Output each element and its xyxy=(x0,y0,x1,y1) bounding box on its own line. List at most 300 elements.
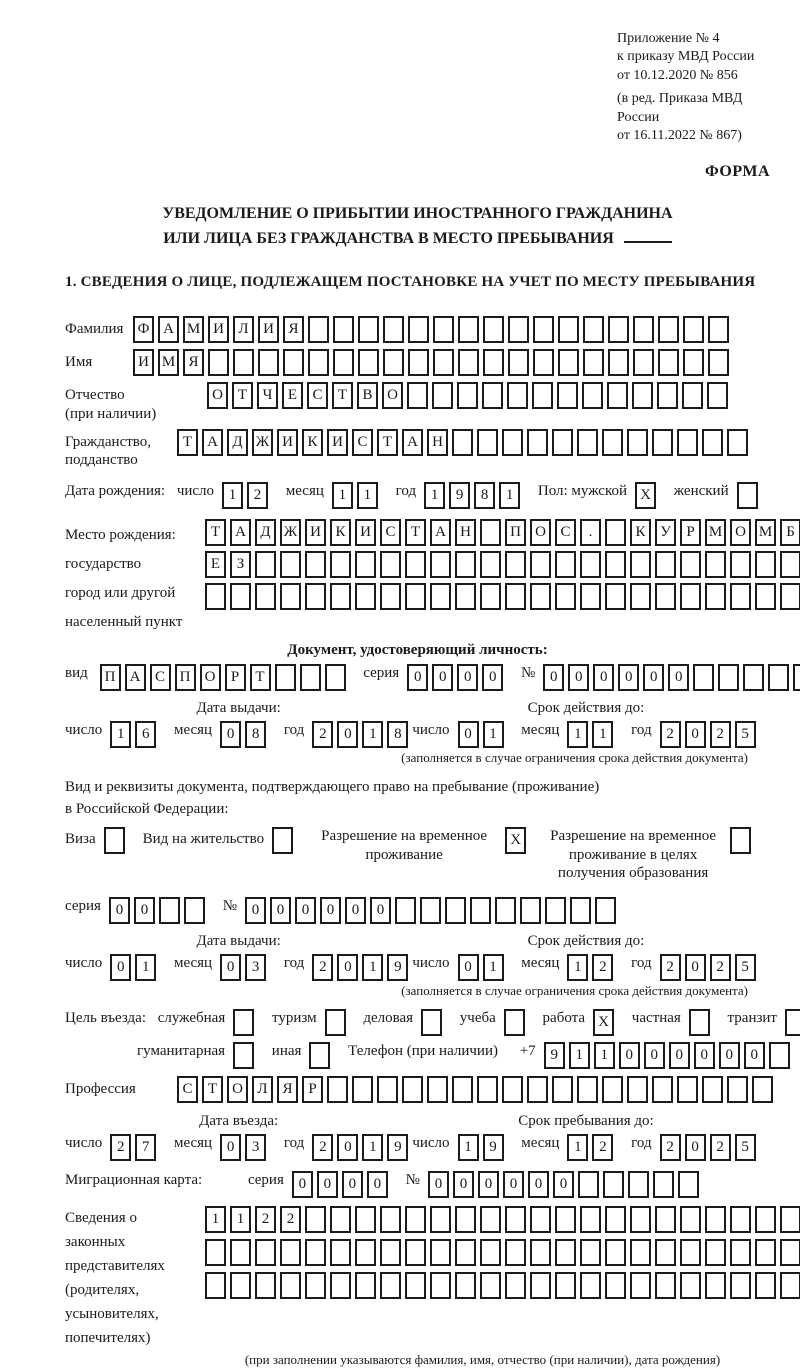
form-cell[interactable] xyxy=(405,1206,426,1233)
form-cell[interactable] xyxy=(420,897,441,924)
form-cell[interactable]: Л xyxy=(252,1076,273,1103)
form-cell[interactable] xyxy=(430,1206,451,1233)
form-cell[interactable] xyxy=(184,897,205,924)
form-cell[interactable] xyxy=(432,382,453,409)
purpose-transit-checkbox[interactable] xyxy=(785,1009,800,1036)
form-cell[interactable] xyxy=(377,1076,398,1103)
form-cell[interactable] xyxy=(300,664,321,691)
form-cell[interactable] xyxy=(333,349,354,376)
form-cell[interactable]: 0 xyxy=(669,1042,690,1069)
form-cell[interactable] xyxy=(505,1239,526,1266)
form-cell[interactable]: О xyxy=(207,382,228,409)
form-cell[interactable] xyxy=(793,664,800,691)
form-cell[interactable]: 0 xyxy=(568,664,589,691)
form-cell[interactable]: К xyxy=(630,519,651,546)
form-cell[interactable]: И xyxy=(305,519,326,546)
form-cell[interactable]: 1 xyxy=(483,721,504,748)
form-cell[interactable]: 1 xyxy=(135,954,156,981)
form-cell[interactable]: 9 xyxy=(544,1042,565,1069)
form-cell[interactable]: 9 xyxy=(387,1134,408,1161)
form-cell[interactable]: 1 xyxy=(222,482,243,509)
form-cell[interactable] xyxy=(552,1076,573,1103)
form-cell[interactable]: Р xyxy=(225,664,246,691)
form-cell[interactable] xyxy=(280,551,301,578)
form-cell[interactable] xyxy=(595,897,616,924)
form-cell[interactable]: 1 xyxy=(424,482,445,509)
sex-female-checkbox[interactable] xyxy=(737,482,758,509)
form-cell[interactable] xyxy=(605,1206,626,1233)
form-cell[interactable]: 1 xyxy=(110,721,131,748)
form-cell[interactable] xyxy=(480,551,501,578)
form-cell[interactable] xyxy=(405,1239,426,1266)
form-cell[interactable] xyxy=(730,1239,751,1266)
form-cell[interactable] xyxy=(405,1272,426,1299)
form-cell[interactable] xyxy=(483,349,504,376)
form-cell[interactable] xyxy=(502,1076,523,1103)
form-cell[interactable] xyxy=(452,1076,473,1103)
form-cell[interactable]: С xyxy=(177,1076,198,1103)
form-cell[interactable] xyxy=(352,1076,373,1103)
form-cell[interactable] xyxy=(508,349,529,376)
form-cell[interactable] xyxy=(752,1076,773,1103)
purpose-humanitarian-checkbox[interactable] xyxy=(233,1042,254,1069)
form-cell[interactable]: Я xyxy=(183,349,204,376)
form-cell[interactable]: 0 xyxy=(367,1171,388,1198)
form-cell[interactable] xyxy=(657,382,678,409)
form-cell[interactable] xyxy=(558,316,579,343)
form-cell[interactable]: 0 xyxy=(719,1042,740,1069)
form-cell[interactable]: Т xyxy=(250,664,271,691)
form-cell[interactable] xyxy=(708,316,729,343)
form-cell[interactable] xyxy=(658,349,679,376)
form-cell[interactable] xyxy=(405,551,426,578)
form-cell[interactable] xyxy=(558,349,579,376)
form-cell[interactable] xyxy=(580,583,601,610)
form-cell[interactable]: 0 xyxy=(220,1134,241,1161)
form-cell[interactable]: 2 xyxy=(660,721,681,748)
form-cell[interactable] xyxy=(627,1076,648,1103)
form-cell[interactable] xyxy=(605,1239,626,1266)
form-cell[interactable]: Т xyxy=(205,519,226,546)
form-cell[interactable]: 0 xyxy=(134,897,155,924)
form-cell[interactable]: П xyxy=(505,519,526,546)
form-cell[interactable] xyxy=(730,583,751,610)
form-cell[interactable]: И xyxy=(133,349,154,376)
form-cell[interactable] xyxy=(530,583,551,610)
form-cell[interactable] xyxy=(480,1239,501,1266)
form-cell[interactable] xyxy=(677,1076,698,1103)
form-cell[interactable] xyxy=(555,551,576,578)
form-cell[interactable]: И xyxy=(208,316,229,343)
form-cell[interactable] xyxy=(355,1206,376,1233)
form-cell[interactable] xyxy=(533,349,554,376)
form-cell[interactable] xyxy=(383,349,404,376)
form-cell[interactable]: 1 xyxy=(567,1134,588,1161)
form-cell[interactable] xyxy=(433,349,454,376)
form-cell[interactable]: 0 xyxy=(685,954,706,981)
form-cell[interactable] xyxy=(655,1239,676,1266)
form-cell[interactable]: 0 xyxy=(345,897,366,924)
form-cell[interactable] xyxy=(430,1239,451,1266)
form-cell[interactable] xyxy=(505,551,526,578)
form-cell[interactable] xyxy=(502,429,523,456)
form-cell[interactable] xyxy=(605,519,626,546)
form-cell[interactable]: 1 xyxy=(362,721,383,748)
form-cell[interactable]: 0 xyxy=(457,664,478,691)
form-cell[interactable] xyxy=(608,316,629,343)
form-cell[interactable] xyxy=(355,551,376,578)
form-cell[interactable] xyxy=(680,1239,701,1266)
form-cell[interactable]: 1 xyxy=(594,1042,615,1069)
form-cell[interactable] xyxy=(780,583,800,610)
form-cell[interactable]: 0 xyxy=(270,897,291,924)
form-cell[interactable]: 0 xyxy=(292,1171,313,1198)
form-cell[interactable]: 2 xyxy=(592,1134,613,1161)
form-cell[interactable]: . xyxy=(580,519,601,546)
form-cell[interactable] xyxy=(583,349,604,376)
form-cell[interactable] xyxy=(605,583,626,610)
form-cell[interactable]: П xyxy=(175,664,196,691)
form-cell[interactable] xyxy=(233,349,254,376)
form-cell[interactable] xyxy=(693,664,714,691)
form-cell[interactable] xyxy=(705,583,726,610)
form-cell[interactable] xyxy=(605,1272,626,1299)
form-cell[interactable] xyxy=(730,1206,751,1233)
form-cell[interactable]: 0 xyxy=(593,664,614,691)
form-cell[interactable] xyxy=(658,316,679,343)
form-cell[interactable] xyxy=(730,1272,751,1299)
purpose-official-checkbox[interactable] xyxy=(233,1009,254,1036)
form-cell[interactable] xyxy=(727,1076,748,1103)
form-cell[interactable]: 0 xyxy=(370,897,391,924)
sex-male-checkbox[interactable]: X xyxy=(635,482,656,509)
form-cell[interactable]: А xyxy=(125,664,146,691)
form-cell[interactable] xyxy=(433,316,454,343)
form-cell[interactable] xyxy=(527,429,548,456)
form-cell[interactable] xyxy=(555,1239,576,1266)
form-cell[interactable]: Д xyxy=(227,429,248,456)
form-cell[interactable] xyxy=(470,897,491,924)
form-cell[interactable] xyxy=(632,382,653,409)
form-cell[interactable] xyxy=(230,583,251,610)
form-cell[interactable] xyxy=(482,382,503,409)
form-cell[interactable] xyxy=(230,1272,251,1299)
form-cell[interactable]: 2 xyxy=(312,1134,333,1161)
form-cell[interactable] xyxy=(380,551,401,578)
form-cell[interactable] xyxy=(583,316,604,343)
form-cell[interactable] xyxy=(680,551,701,578)
form-cell[interactable]: 1 xyxy=(205,1206,226,1233)
temp-residence-checkbox[interactable]: X xyxy=(505,827,526,854)
form-cell[interactable] xyxy=(283,349,304,376)
form-cell[interactable] xyxy=(355,1272,376,1299)
form-cell[interactable]: 0 xyxy=(619,1042,640,1069)
form-cell[interactable] xyxy=(578,1171,599,1198)
form-cell[interactable] xyxy=(630,583,651,610)
form-cell[interactable]: 6 xyxy=(135,721,156,748)
form-cell[interactable]: 2 xyxy=(710,721,731,748)
form-cell[interactable]: 2 xyxy=(710,954,731,981)
form-cell[interactable]: 7 xyxy=(135,1134,156,1161)
form-cell[interactable]: С xyxy=(380,519,401,546)
form-cell[interactable]: 5 xyxy=(735,1134,756,1161)
form-cell[interactable]: 0 xyxy=(694,1042,715,1069)
form-cell[interactable] xyxy=(602,1076,623,1103)
form-cell[interactable]: Е xyxy=(282,382,303,409)
form-cell[interactable] xyxy=(402,1076,423,1103)
form-cell[interactable]: А xyxy=(202,429,223,456)
form-cell[interactable]: Т xyxy=(405,519,426,546)
form-cell[interactable] xyxy=(280,583,301,610)
form-cell[interactable] xyxy=(458,349,479,376)
form-cell[interactable]: С xyxy=(555,519,576,546)
form-cell[interactable] xyxy=(355,1239,376,1266)
form-cell[interactable]: А xyxy=(230,519,251,546)
form-cell[interactable] xyxy=(655,1272,676,1299)
form-cell[interactable]: 1 xyxy=(567,954,588,981)
form-cell[interactable] xyxy=(358,349,379,376)
form-cell[interactable] xyxy=(603,1171,624,1198)
form-cell[interactable]: М xyxy=(705,519,726,546)
form-cell[interactable]: 0 xyxy=(337,954,358,981)
form-cell[interactable] xyxy=(505,1206,526,1233)
form-cell[interactable]: 8 xyxy=(474,482,495,509)
form-cell[interactable]: 1 xyxy=(499,482,520,509)
form-cell[interactable]: 1 xyxy=(483,954,504,981)
form-cell[interactable] xyxy=(275,664,296,691)
form-cell[interactable] xyxy=(702,1076,723,1103)
form-cell[interactable]: 1 xyxy=(569,1042,590,1069)
form-cell[interactable]: Р xyxy=(302,1076,323,1103)
form-cell[interactable]: Д xyxy=(255,519,276,546)
form-cell[interactable]: 1 xyxy=(362,954,383,981)
form-cell[interactable] xyxy=(655,1206,676,1233)
form-cell[interactable] xyxy=(630,1239,651,1266)
form-cell[interactable] xyxy=(305,583,326,610)
form-cell[interactable] xyxy=(452,429,473,456)
form-cell[interactable]: О xyxy=(382,382,403,409)
form-cell[interactable]: 0 xyxy=(478,1171,499,1198)
form-cell[interactable] xyxy=(480,519,501,546)
form-cell[interactable]: 2 xyxy=(255,1206,276,1233)
purpose-other-checkbox[interactable] xyxy=(309,1042,330,1069)
form-cell[interactable]: 0 xyxy=(295,897,316,924)
form-cell[interactable] xyxy=(255,1272,276,1299)
form-cell[interactable]: 0 xyxy=(342,1171,363,1198)
form-cell[interactable] xyxy=(705,1239,726,1266)
form-cell[interactable] xyxy=(405,583,426,610)
form-cell[interactable] xyxy=(325,664,346,691)
form-cell[interactable]: Я xyxy=(277,1076,298,1103)
form-cell[interactable]: К xyxy=(330,519,351,546)
form-cell[interactable] xyxy=(532,382,553,409)
form-cell[interactable]: 2 xyxy=(247,482,268,509)
form-cell[interactable] xyxy=(208,349,229,376)
form-cell[interactable] xyxy=(605,551,626,578)
form-cell[interactable] xyxy=(380,583,401,610)
form-cell[interactable]: 2 xyxy=(312,721,333,748)
form-cell[interactable] xyxy=(755,1272,776,1299)
form-cell[interactable]: 1 xyxy=(458,1134,479,1161)
form-cell[interactable]: О xyxy=(227,1076,248,1103)
form-cell[interactable] xyxy=(480,583,501,610)
form-cell[interactable] xyxy=(580,1239,601,1266)
form-cell[interactable] xyxy=(630,1272,651,1299)
form-cell[interactable]: Ж xyxy=(280,519,301,546)
form-cell[interactable] xyxy=(430,551,451,578)
form-cell[interactable] xyxy=(707,382,728,409)
form-cell[interactable]: 1 xyxy=(332,482,353,509)
form-cell[interactable]: 8 xyxy=(387,721,408,748)
form-cell[interactable]: Т xyxy=(332,382,353,409)
temp-residence-education-checkbox[interactable] xyxy=(730,827,751,854)
form-cell[interactable] xyxy=(230,1239,251,1266)
form-cell[interactable]: К xyxy=(302,429,323,456)
form-cell[interactable]: И xyxy=(355,519,376,546)
form-cell[interactable]: И xyxy=(258,316,279,343)
form-cell[interactable]: 0 xyxy=(320,897,341,924)
form-cell[interactable] xyxy=(205,583,226,610)
form-cell[interactable] xyxy=(427,1076,448,1103)
form-cell[interactable]: Е xyxy=(205,551,226,578)
form-cell[interactable] xyxy=(653,1171,674,1198)
form-cell[interactable] xyxy=(255,1239,276,1266)
form-cell[interactable] xyxy=(408,316,429,343)
form-cell[interactable]: 0 xyxy=(458,721,479,748)
form-cell[interactable] xyxy=(555,1272,576,1299)
form-cell[interactable] xyxy=(205,1272,226,1299)
form-cell[interactable] xyxy=(570,897,591,924)
purpose-work-checkbox[interactable]: X xyxy=(593,1009,614,1036)
form-cell[interactable] xyxy=(580,1206,601,1233)
form-cell[interactable]: 2 xyxy=(280,1206,301,1233)
form-cell[interactable]: 9 xyxy=(483,1134,504,1161)
form-cell[interactable] xyxy=(680,583,701,610)
form-cell[interactable] xyxy=(530,551,551,578)
form-cell[interactable] xyxy=(530,1239,551,1266)
form-cell[interactable] xyxy=(330,1272,351,1299)
form-cell[interactable] xyxy=(607,382,628,409)
form-cell[interactable] xyxy=(627,429,648,456)
form-cell[interactable] xyxy=(305,1206,326,1233)
form-cell[interactable]: 8 xyxy=(245,721,266,748)
form-cell[interactable]: М xyxy=(158,349,179,376)
form-cell[interactable] xyxy=(333,316,354,343)
form-cell[interactable] xyxy=(780,551,800,578)
form-cell[interactable]: 2 xyxy=(592,954,613,981)
form-cell[interactable] xyxy=(755,1206,776,1233)
residence-permit-checkbox[interactable] xyxy=(272,827,293,854)
form-cell[interactable]: 0 xyxy=(685,721,706,748)
form-cell[interactable] xyxy=(755,583,776,610)
form-cell[interactable]: О xyxy=(530,519,551,546)
form-cell[interactable] xyxy=(305,1239,326,1266)
form-cell[interactable] xyxy=(630,551,651,578)
form-cell[interactable] xyxy=(308,316,329,343)
form-cell[interactable]: И xyxy=(327,429,348,456)
form-cell[interactable] xyxy=(457,382,478,409)
form-cell[interactable]: 0 xyxy=(432,664,453,691)
form-cell[interactable]: 0 xyxy=(643,664,664,691)
form-cell[interactable] xyxy=(495,897,516,924)
form-cell[interactable]: 0 xyxy=(337,721,358,748)
form-cell[interactable] xyxy=(159,897,180,924)
form-cell[interactable] xyxy=(480,1206,501,1233)
form-cell[interactable]: О xyxy=(200,664,221,691)
form-cell[interactable] xyxy=(477,1076,498,1103)
form-cell[interactable] xyxy=(330,551,351,578)
form-cell[interactable] xyxy=(680,1206,701,1233)
form-cell[interactable]: Н xyxy=(427,429,448,456)
form-cell[interactable]: 0 xyxy=(453,1171,474,1198)
form-cell[interactable]: Л xyxy=(233,316,254,343)
form-cell[interactable]: Т xyxy=(202,1076,223,1103)
form-cell[interactable]: Ч xyxy=(257,382,278,409)
form-cell[interactable] xyxy=(705,1206,726,1233)
form-cell[interactable]: 0 xyxy=(644,1042,665,1069)
form-cell[interactable]: В xyxy=(357,382,378,409)
form-cell[interactable] xyxy=(258,349,279,376)
form-cell[interactable] xyxy=(683,349,704,376)
visa-checkbox[interactable] xyxy=(104,827,125,854)
form-cell[interactable] xyxy=(430,1272,451,1299)
form-cell[interactable] xyxy=(380,1239,401,1266)
form-cell[interactable] xyxy=(458,316,479,343)
form-cell[interactable] xyxy=(408,349,429,376)
form-cell[interactable]: О xyxy=(730,519,751,546)
form-cell[interactable] xyxy=(430,583,451,610)
form-cell[interactable] xyxy=(682,382,703,409)
form-cell[interactable] xyxy=(330,1206,351,1233)
form-cell[interactable]: М xyxy=(183,316,204,343)
form-cell[interactable] xyxy=(383,316,404,343)
form-cell[interactable] xyxy=(780,1272,800,1299)
form-cell[interactable] xyxy=(395,897,416,924)
form-cell[interactable] xyxy=(305,1272,326,1299)
purpose-private-checkbox[interactable] xyxy=(689,1009,710,1036)
form-cell[interactable]: П xyxy=(100,664,121,691)
form-cell[interactable]: 2 xyxy=(660,954,681,981)
form-cell[interactable]: 0 xyxy=(503,1171,524,1198)
form-cell[interactable]: 0 xyxy=(618,664,639,691)
form-cell[interactable] xyxy=(505,583,526,610)
form-cell[interactable] xyxy=(628,1171,649,1198)
form-cell[interactable] xyxy=(705,1272,726,1299)
form-cell[interactable] xyxy=(727,429,748,456)
form-cell[interactable] xyxy=(580,551,601,578)
form-cell[interactable] xyxy=(205,1239,226,1266)
form-cell[interactable] xyxy=(445,897,466,924)
form-cell[interactable] xyxy=(527,1076,548,1103)
form-cell[interactable]: 0 xyxy=(428,1171,449,1198)
form-cell[interactable] xyxy=(330,1239,351,1266)
form-cell[interactable]: 9 xyxy=(387,954,408,981)
form-cell[interactable] xyxy=(678,1171,699,1198)
form-cell[interactable] xyxy=(255,551,276,578)
form-cell[interactable]: Ж xyxy=(252,429,273,456)
form-cell[interactable] xyxy=(655,583,676,610)
form-cell[interactable] xyxy=(455,1272,476,1299)
form-cell[interactable] xyxy=(577,1076,598,1103)
form-cell[interactable]: Т xyxy=(377,429,398,456)
form-cell[interactable] xyxy=(652,429,673,456)
form-cell[interactable]: 0 xyxy=(407,664,428,691)
form-cell[interactable] xyxy=(545,897,566,924)
form-cell[interactable] xyxy=(530,1272,551,1299)
form-cell[interactable] xyxy=(483,316,504,343)
form-cell[interactable]: 0 xyxy=(337,1134,358,1161)
form-cell[interactable] xyxy=(633,349,654,376)
